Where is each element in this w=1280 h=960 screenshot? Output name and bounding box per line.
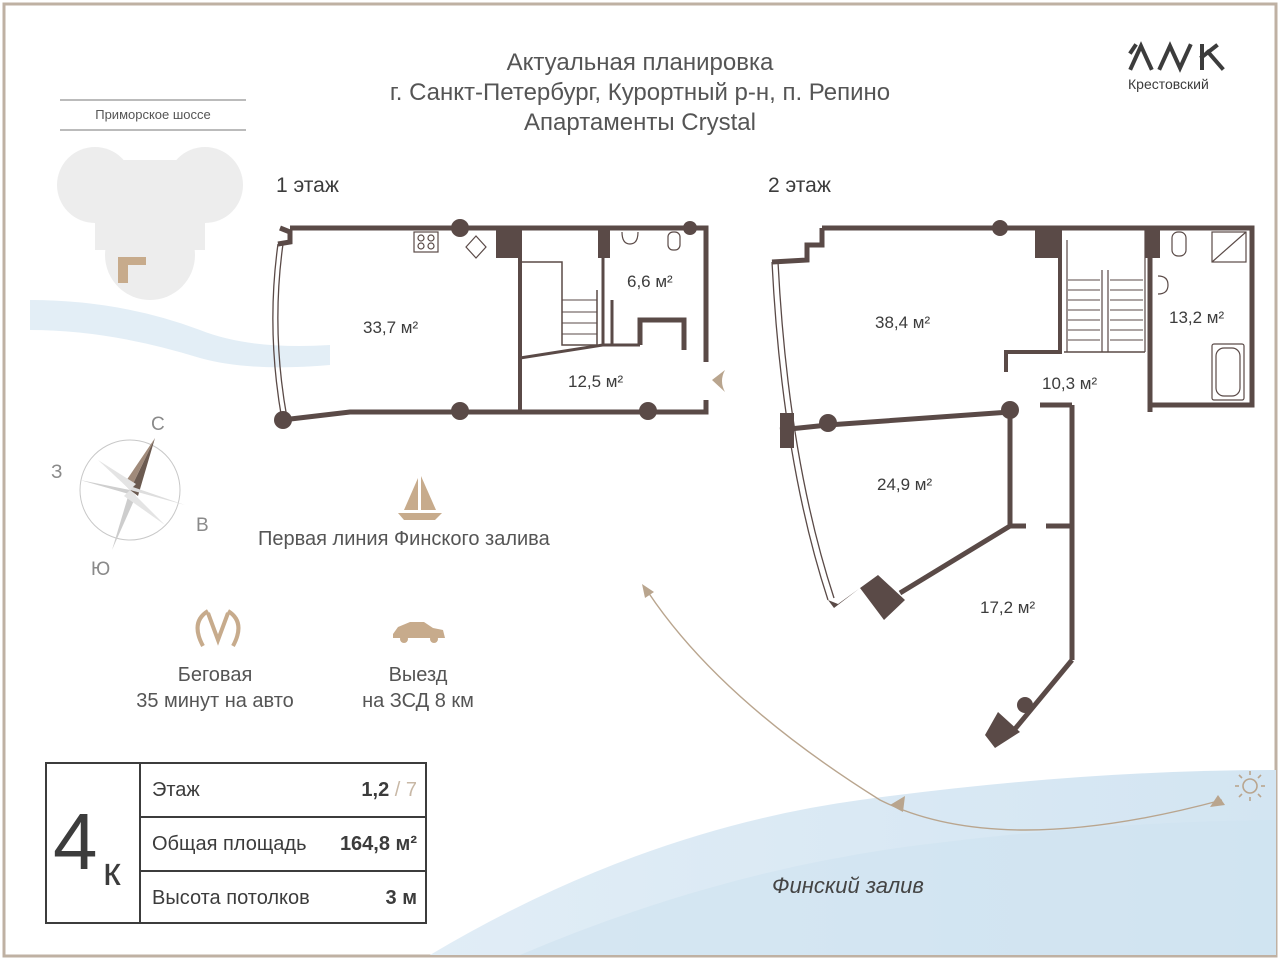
floor-2-stairs [1068, 280, 1143, 340]
area-stat-label: Общая площадь [152, 833, 307, 855]
floor-stat-label: Этаж [152, 779, 200, 801]
floor-value: 1,2 [361, 779, 390, 801]
moon-icon [634, 542, 648, 566]
floor-total: / 7 [389, 779, 417, 801]
floor-2-plan [772, 228, 1252, 735]
entrance-arrow-icon [712, 370, 725, 392]
logo-text: Крестовский [1128, 76, 1209, 92]
bay-label: Финский залив [772, 873, 924, 898]
room-area: 17,2 м² [980, 598, 1036, 617]
plan-complex-name: Апартаменты Crystal [524, 109, 756, 136]
exit-label: Выезд [388, 664, 448, 686]
floor-1-label: 1 этаж [276, 174, 339, 197]
compass-south-label: Ю [91, 559, 111, 580]
floor-1-columns [274, 219, 697, 429]
site-building [57, 147, 243, 300]
stats-row-floor [141, 764, 425, 818]
water-band-top [30, 300, 330, 367]
area-stat-value: 164,8 м² [339, 833, 417, 855]
stats-row-ceiling [141, 872, 425, 924]
ceiling-stat-value: 3 м [385, 887, 417, 909]
floor-1-plan [273, 228, 708, 420]
room-area: 12,5 м² [568, 372, 624, 391]
compass-west-label: З [51, 462, 63, 483]
floor-2-label: 2 этаж [768, 174, 831, 197]
room-count-badge [47, 764, 141, 922]
room-count: 4 [53, 797, 98, 886]
exit-distance-label: на ЗСД 8 км [362, 690, 474, 712]
room-area: 33,7 м² [363, 318, 419, 337]
plan-title: Актуальная планировка [506, 49, 774, 76]
stats-row-area [141, 818, 425, 872]
ceiling-stat-label: Высота потолков [152, 887, 310, 909]
metro-station-label: Беговая [177, 664, 253, 686]
shore-label: Первая линия Финского залива [258, 528, 550, 550]
compass-north-label: С [151, 414, 165, 435]
floor-2-columns [780, 220, 1160, 748]
metro-logo-icon [198, 611, 239, 646]
krestovsky-logo-icon [1131, 46, 1222, 68]
floor-1-fixtures [414, 232, 680, 258]
room-area: 10,3 м² [1042, 374, 1098, 393]
road-label: Приморское шоссе [95, 107, 211, 122]
apartment-stats-table [45, 762, 427, 924]
room-area: 24,9 м² [877, 475, 933, 494]
room-area: 38,4 м² [875, 313, 931, 332]
room-area: 13,2 м² [1169, 308, 1225, 327]
sailboat-icon [398, 476, 442, 520]
plan-address: г. Санкт-Петербург, Курортный р-н, п. Репино [389, 79, 891, 106]
compass-east-label: В [196, 515, 209, 536]
metro-time-label: 35 минут на авто [136, 690, 294, 712]
room-count-suffix: к [103, 850, 121, 894]
floor-stat-value [361, 779, 417, 802]
compass-rose-icon [80, 438, 185, 550]
car-icon [393, 622, 445, 643]
room-area: 6,6 м² [627, 272, 673, 291]
sun-path-arrowhead-top [642, 584, 654, 598]
